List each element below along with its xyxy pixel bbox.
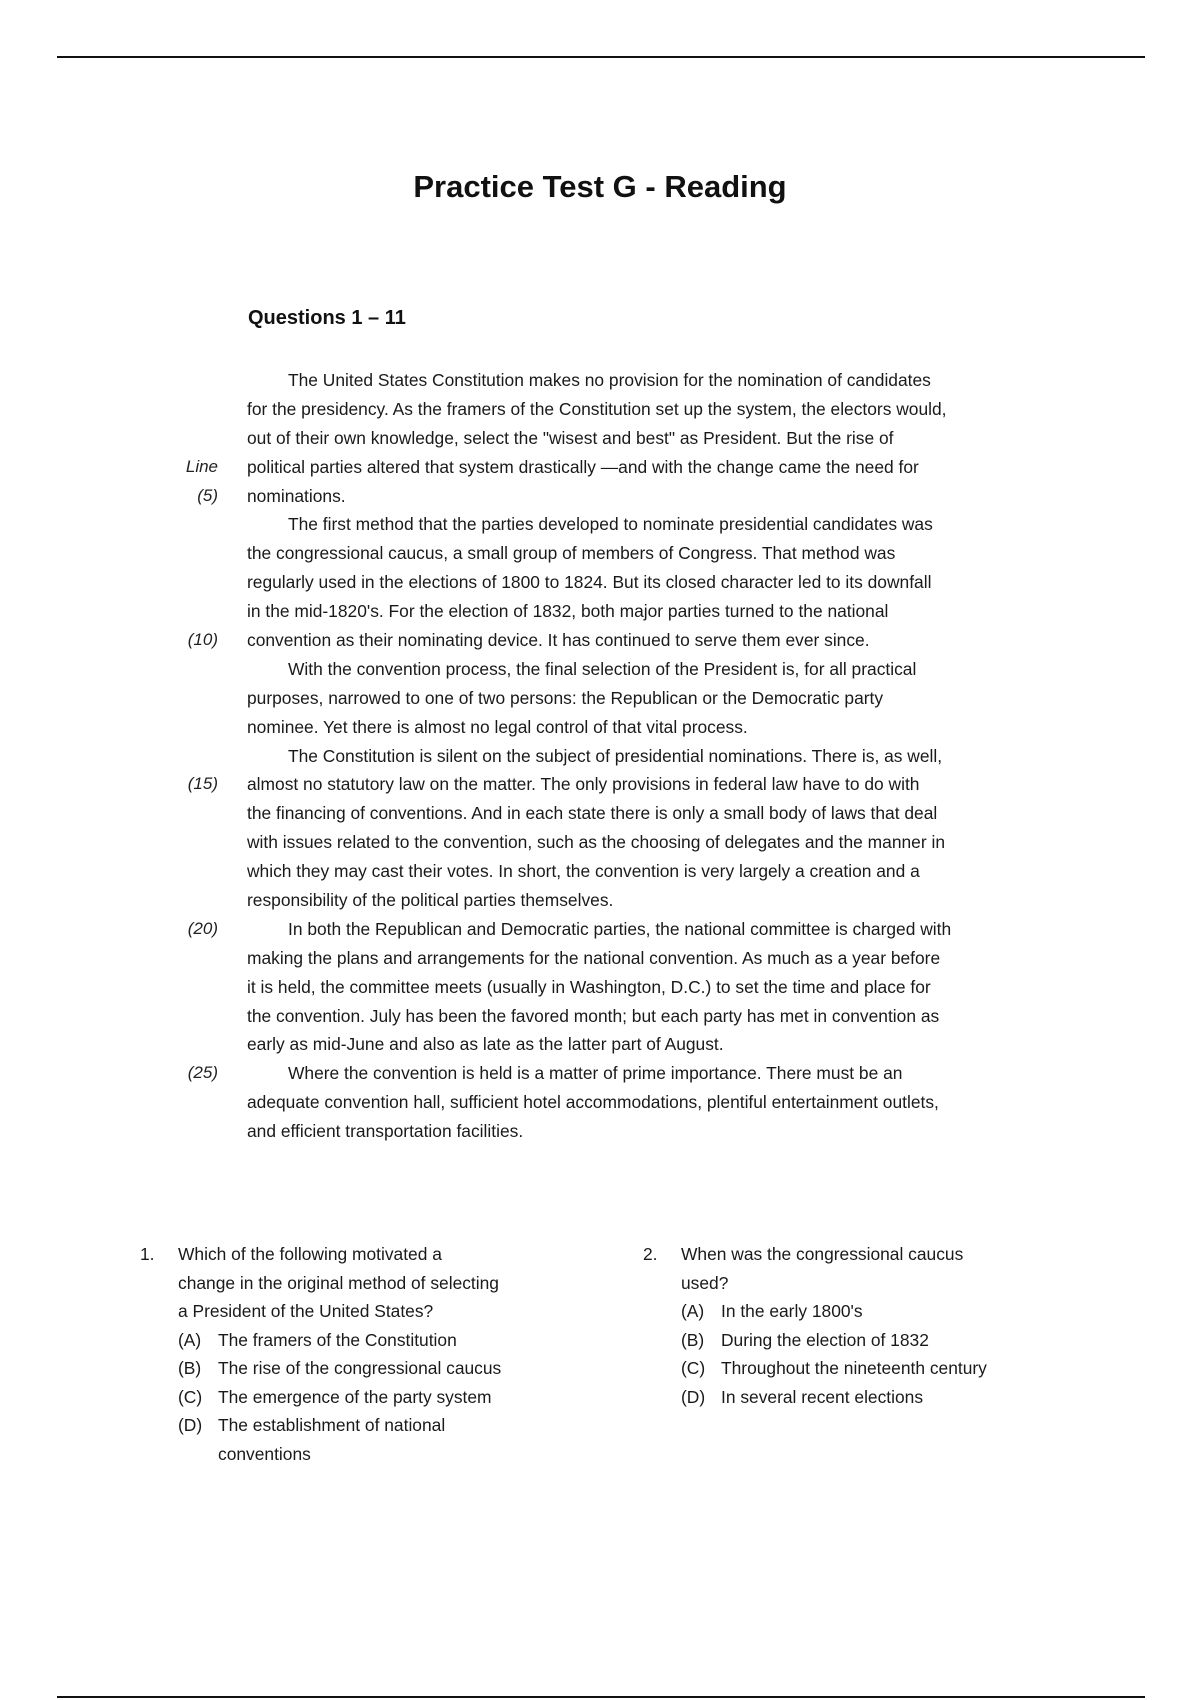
option-letter: (D)	[681, 1386, 706, 1407]
passage-line	[170, 944, 1070, 973]
passage-line-text: The first method that the parties developed to nominate presidential candidates was	[288, 514, 933, 535]
answer-option[interactable]	[643, 1297, 1063, 1326]
passage-line-text: nominee. Yet there is almost no legal control of that vital process.	[247, 716, 748, 737]
passage-line-text: responsibility of the political parties themselves.	[247, 890, 614, 911]
passage-line	[170, 857, 1070, 886]
option-letter: (C)	[178, 1386, 203, 1407]
answer-option[interactable]	[140, 1440, 610, 1469]
line-number: (25)	[187, 1063, 218, 1083]
passage-line-text: for the presidency. As the framers of the Constitution set up the system, the electors would,	[247, 398, 947, 419]
bottom-rule	[57, 1696, 1145, 1698]
question-number: 2.	[643, 1244, 658, 1264]
option-letter: (B)	[681, 1329, 705, 1350]
option-letter: (A)	[681, 1301, 705, 1321]
passage-line-text: early as mid-June and also as late as the latter part of August.	[247, 1034, 724, 1055]
answer-option[interactable]	[643, 1326, 1063, 1355]
passage-line	[170, 713, 1070, 742]
passage-line	[170, 770, 1070, 799]
option-text: The rise of the congressional caucus	[218, 1358, 502, 1378]
option-text: The framers of the Constitution	[218, 1329, 457, 1350]
passage-line-text: making the plans and arrangements for the national convention. As much as a year before	[247, 947, 941, 968]
reading-passage	[170, 366, 1070, 1146]
passage-line-text: and efficient transportation facilities.	[247, 1121, 524, 1142]
passage-line	[170, 539, 1070, 568]
question-stem-text: Which of the following motivated a	[178, 1244, 442, 1264]
passage-line	[170, 1059, 1070, 1088]
passage-line-text: almost no statutory law on the matter. The only provisions in federal law have to do with	[247, 774, 920, 795]
passage-line	[170, 886, 1070, 915]
option-text: During the election of 1832	[721, 1329, 929, 1350]
passage-line	[170, 453, 1070, 482]
passage-line	[170, 1030, 1070, 1059]
option-letter: (C)	[681, 1358, 706, 1378]
question-stem-line	[140, 1240, 610, 1269]
answer-option[interactable]	[140, 1411, 610, 1440]
question-2	[643, 1240, 1063, 1411]
passage-line	[170, 1002, 1070, 1031]
passage-line	[170, 568, 1070, 597]
passage-line	[170, 510, 1070, 539]
passage-line	[170, 1117, 1070, 1146]
question-stem-line	[140, 1297, 610, 1326]
passage-line	[170, 482, 1070, 511]
passage-line-text: out of their own knowledge, select the "wisest and best" as President. But the rise of	[247, 427, 894, 448]
passage-line	[170, 626, 1070, 655]
option-text: In several recent elections	[721, 1386, 924, 1407]
question-stem-text: a President of the United States?	[178, 1301, 434, 1321]
passage-line	[170, 915, 1070, 944]
question-stem-line	[140, 1269, 610, 1298]
answer-option[interactable]	[643, 1354, 1063, 1383]
passage-line-text: nominations.	[247, 485, 346, 506]
question-stem-text: used?	[681, 1272, 729, 1293]
question-number: 1.	[140, 1244, 155, 1264]
option-letter: (D)	[178, 1415, 203, 1435]
passage-line	[170, 742, 1070, 771]
passage-line-text: political parties altered that system drastically —and with the change came the need for	[247, 456, 919, 477]
passage-line-text: The Constitution is silent on the subject of presidential nominations. There is, as well,	[288, 745, 943, 766]
passage-line	[170, 1088, 1070, 1117]
question-stem-line	[643, 1240, 1063, 1269]
option-text: The establishment of national	[218, 1415, 446, 1435]
option-letter: (B)	[178, 1358, 202, 1378]
passage-line-text: regularly used in the elections of 1800 to 1824. But its closed character led to its downfall	[247, 572, 932, 593]
line-number: (10)	[187, 630, 218, 650]
passage-line-text: in the mid-1820's. For the election of 1832, both major parties turned to the national	[247, 601, 889, 622]
top-rule	[57, 56, 1145, 58]
passage-line	[170, 655, 1070, 684]
passage-line-text: convention as their nominating device. It has continued to serve them ever since.	[247, 630, 870, 651]
answer-option[interactable]	[140, 1326, 610, 1355]
passage-line-text: it is held, the committee meets (usually in Washington, D.C.) to set the time and place for	[247, 976, 931, 997]
passage-line-text: the convention. July has been the favored month; but each party has met in convention as	[247, 1005, 940, 1026]
option-text: conventions	[218, 1443, 311, 1464]
passage-line-text: The United States Constitution makes no provision for the nomination of candidates	[288, 370, 931, 390]
option-letter: (A)	[178, 1329, 202, 1350]
passage-line	[170, 395, 1070, 424]
passage-line-text: With the convention process, the final selection of the President is, for all practical	[288, 658, 917, 679]
question-stem-line	[643, 1269, 1063, 1298]
answer-option[interactable]	[140, 1383, 610, 1412]
passage-line-text: In both the Republican and Democratic parties, the national committee is charged with	[288, 918, 952, 939]
answer-option[interactable]	[643, 1383, 1063, 1412]
passage-line-text: purposes, narrowed to one of two persons: the Republican or the Democratic party	[247, 687, 884, 708]
passage-line-text: Where the convention is held is a matter of prime importance. There must be an	[288, 1063, 903, 1084]
passage-line-text: adequate convention hall, sufficient hotel accommodations, plentiful entertainment outlets,	[247, 1092, 939, 1113]
question-stem-text: change in the original method of selecting	[178, 1272, 499, 1293]
passage-line	[170, 366, 1070, 395]
answer-option[interactable]	[140, 1354, 610, 1383]
option-text: Throughout the nineteenth century	[721, 1358, 987, 1378]
passage-line	[170, 828, 1070, 857]
passage-line-text: with issues related to the convention, such as the choosing of delegates and the manner in	[247, 832, 946, 853]
line-number: Line	[185, 456, 218, 476]
passage-line-text: the congressional caucus, a small group of members of Congress. That method was	[247, 543, 896, 564]
passage-line-text: which they may cast their votes. In short, the convention is very largely a creation and a	[247, 861, 920, 882]
line-number: (20)	[187, 918, 218, 938]
option-text: The emergence of the party system	[218, 1386, 492, 1407]
question-1	[140, 1240, 610, 1468]
passage-line	[170, 684, 1070, 713]
question-stem-text: When was the congressional caucus	[681, 1244, 964, 1264]
page-title: Practice Test G - Reading	[413, 169, 787, 204]
line-number: (5)	[197, 485, 218, 505]
passage-line	[170, 597, 1070, 626]
passage-line	[170, 973, 1070, 1002]
line-number: (15)	[187, 774, 218, 794]
passage-line	[170, 799, 1070, 828]
option-text: In the early 1800's	[721, 1301, 863, 1321]
passage-line-text: the financing of conventions. And in each state there is only a small body of laws that deal	[247, 803, 938, 824]
passage-line	[170, 424, 1070, 453]
section-heading: Questions 1 – 11	[248, 307, 406, 329]
